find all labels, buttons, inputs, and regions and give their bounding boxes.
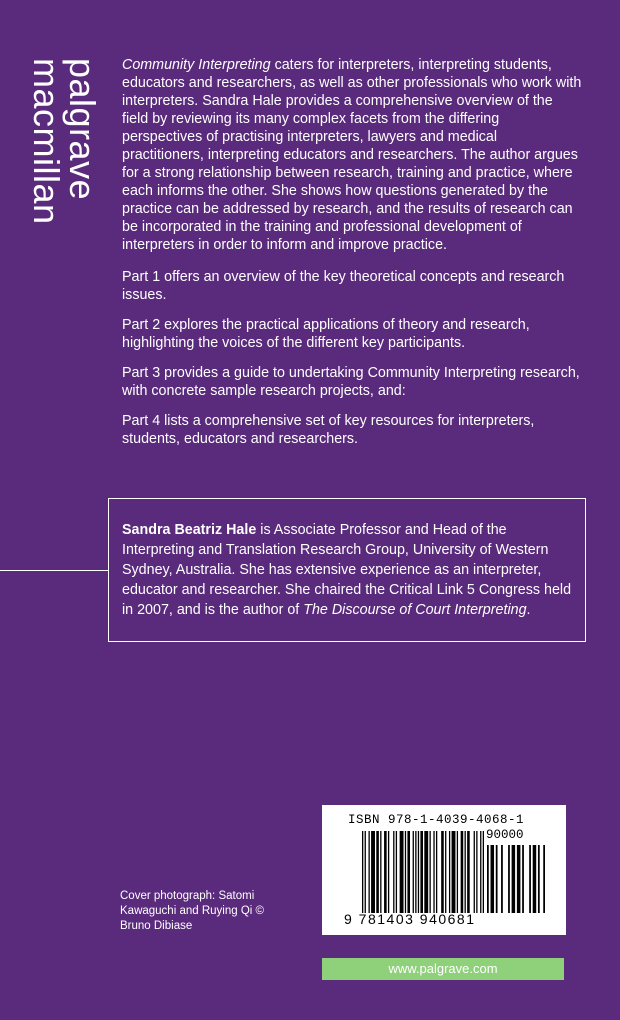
barcode-bar: [362, 831, 363, 913]
barcode-bar: [368, 831, 369, 913]
barcode-bar: [407, 831, 410, 913]
barcode-bar: [445, 831, 446, 913]
addon-barcode-bars: [487, 845, 545, 913]
barcode-bar: [413, 831, 414, 913]
author-book-title: The Discourse of Court Interpreting: [303, 602, 527, 618]
barcode-bar: [420, 831, 423, 913]
barcode-bar: [522, 845, 524, 913]
barcode-bar: [501, 845, 503, 913]
barcode-bar: [457, 831, 458, 913]
barcode-bar: [465, 831, 466, 913]
logo-line-palgrave: palgrave: [62, 58, 103, 201]
publisher-logo: [24, 58, 104, 233]
barcode-bar: [529, 845, 531, 913]
barcode-bar: [393, 831, 394, 913]
cover-photo-credit: Cover photograph: Satomi Kawaguchi and Ruying Qi © Bruno Dibiase: [120, 890, 264, 932]
barcode-bar: [441, 831, 444, 913]
barcode-bar: [452, 831, 456, 913]
barcode-bar: [376, 831, 379, 913]
part-3-description: Part 3 provides a guide to undertaking Community Interpreting research, with concrete sample research projects, and:: [122, 365, 580, 399]
author-bio: [122, 520, 574, 620]
barcode-bar: [371, 831, 375, 913]
barcode-bar: [461, 831, 464, 913]
barcode-bar: [538, 845, 540, 913]
book-title: Community Interpreting: [122, 57, 271, 73]
isbn-label: ISBN 978-1-4039-4068-1: [348, 813, 525, 827]
barcode-bar: [396, 831, 397, 913]
isbn-barcode: [322, 805, 566, 935]
publisher-url[interactable]: www.palgrave.com: [322, 958, 564, 980]
author-bio-text: is Associate Professor and Head of the Interpreting and Translation Research Group, University of Western Sydney, Australia. She has extensive experience as an interpreter, educator and researcher. She chaired the Critical Link 5 Congress held in 2007, and is the author of: [122, 522, 572, 618]
barcode-bar: [512, 845, 516, 913]
part-1-description: Part 1 offers an overview of the key theoretical concepts and research issues.: [122, 269, 565, 303]
barcode-bar: [384, 831, 387, 913]
barcode-bar: [543, 845, 545, 913]
part-2-description: Part 2 explores the practical applications of theory and research, highlighting the voices of the different key participants.: [122, 317, 530, 351]
barcode-bar: [467, 831, 470, 913]
part-4-description: Part 4 lists a comprehensive set of key resources for interpreters, students, educators and researchers.: [122, 413, 535, 447]
barcode-bar: [449, 831, 450, 913]
barcode-bar: [433, 831, 434, 913]
barcode-bar: [400, 831, 404, 913]
barcode-bar: [496, 845, 498, 913]
barcode-bar: [436, 831, 437, 913]
logo-line-macmillan: macmillan: [26, 58, 67, 225]
book-description: [122, 56, 582, 460]
barcode-digits: 9 781403 940681: [344, 911, 476, 927]
barcode-bar: [483, 831, 484, 913]
intro-text: caters for interpreters, interpreting students, educators and researchers, as well as other professionals who work with interpreters. Sandra Hale provides a comprehensive overview of the field by reviewing its many complex facets from the differing perspectives of practising interpreters, lawyers and medical practitioners, interpreting educators and researchers. The author argues for a strong relationship between research, training and practice, where each informs the other. She shows how questions generated by the practice can be addressed by research, and the results of research can be incorporated in the training and professional development of interpreters in order to inform and improve practice.: [122, 57, 582, 253]
barcode-bar: [424, 831, 428, 913]
barcode-bar: [474, 831, 475, 913]
author-name: Sandra Beatriz Hale: [122, 522, 257, 538]
barcode-bar: [517, 845, 521, 913]
barcode-bar: [388, 831, 389, 913]
barcode-bar: [429, 831, 430, 913]
barcode-bar: [415, 831, 416, 913]
barcode-bar: [487, 845, 489, 913]
barcode-bar: [418, 831, 419, 913]
intro-paragraph: [122, 56, 582, 254]
barcode-bar: [380, 831, 381, 913]
barcode-bar: [476, 831, 477, 913]
author-bio-end: .: [526, 602, 531, 618]
barcode-bar: [491, 845, 495, 913]
barcode-bars: [362, 831, 484, 913]
price-addon-code: 90000: [486, 828, 524, 842]
barcode-bar: [405, 831, 406, 913]
barcode-bar: [480, 831, 481, 913]
barcode-bar: [365, 831, 366, 913]
barcode-bar: [533, 845, 537, 913]
barcode-bar: [508, 845, 510, 913]
author-box-connector: [0, 570, 108, 571]
